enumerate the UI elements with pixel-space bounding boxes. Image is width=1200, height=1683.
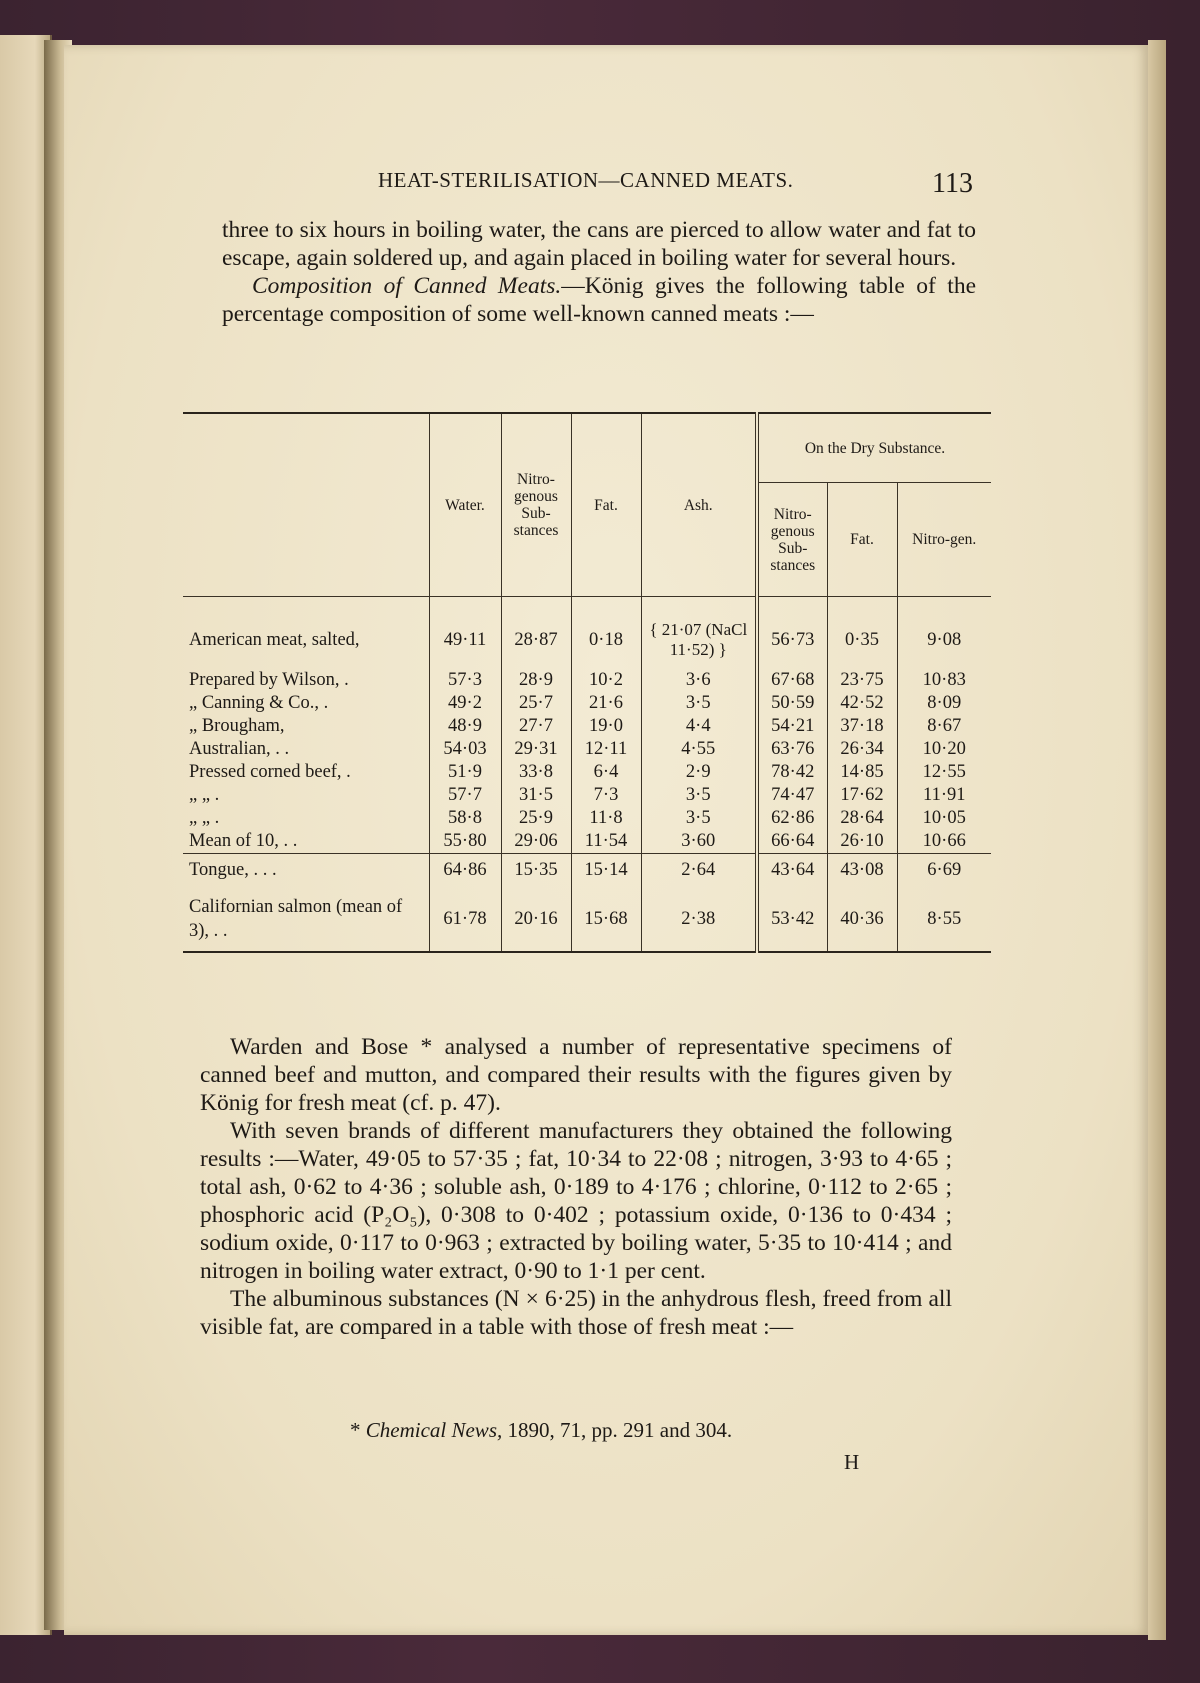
ash-cell: 3·6 (641, 669, 757, 692)
nitrogenous-cell: 25·9 (501, 807, 571, 830)
section-heading: Composition of Canned Meats. (252, 273, 562, 299)
intro-text (222, 216, 976, 328)
results-paragraph: With seven brands of different manufacturers they obtained the following results :—Water, 49·05 to 57·35 ; fat, 10·34 to 22·08 ; nitrogen, 3·93 to 4·65 ; total ash, 0·62 to 4·36 ; soluble ash, 0·189 to 4·176 ; chlorine, 0·112 to 2·65 ; phosphoric acid (P₂O₅), 0·308 to 0·402 ; potassium oxide, 0·136 to 0·434 ; sodium oxide, 0·117 to 0·963 ; extracted by boiling water, 5·35 to 10·414 ; and nitrogen in boiling water extract, 0·90 to 1·1 per cent. (200, 1118, 952, 1284)
nitrogenous-cell: 33·8 (501, 761, 571, 784)
dry-nitrogenous-cell: 43·64 (757, 854, 827, 888)
page-edges (1148, 40, 1166, 1640)
water-cell: 54·03 (429, 738, 501, 761)
fat-cell: 11·8 (571, 807, 641, 830)
row-name: Mean of 10, . . (189, 831, 298, 851)
ash-cell: 4·4 (641, 715, 757, 738)
nitrogenous-cell: 31·5 (501, 784, 571, 807)
section-heading-rest: —König gives the following table of the percentage composition of some well-known canned meats :— (222, 273, 976, 327)
water-cell: 57·7 (429, 784, 501, 807)
composition-paragraph (222, 272, 976, 328)
ash-cell: 2·9 (641, 761, 757, 784)
ash-cell: 3·60 (641, 830, 757, 854)
table-row (183, 669, 991, 692)
footnote-rest: 1890, 71, pp. 291 and 304. (507, 1418, 733, 1442)
row-name: „ „ . (189, 808, 220, 828)
signature-mark: H (844, 1450, 860, 1474)
row-name: Prepared by Wilson, . (189, 670, 349, 690)
dry-nitrogenous-cell: 74·47 (757, 784, 827, 807)
dry-nitrogenous-cell: 56·73 (757, 611, 827, 669)
table-row (183, 854, 991, 888)
dry-fat-cell: 37·18 (827, 715, 897, 738)
ash-header: Ash. (641, 413, 757, 597)
row-name: „ Brougham, (189, 716, 285, 736)
warden-bose-paragraph: Warden and Bose * analysed a number of representative specimens of canned beef and mutton, and compared their results with the figures given by König for fresh meat (cf. p. 47). (200, 1034, 952, 1116)
ash-cell: 3·5 (641, 692, 757, 715)
nitrogenous-cell: 28·87 (501, 611, 571, 669)
water-cell: 57·3 (429, 669, 501, 692)
table-row (183, 611, 991, 669)
composition-table (183, 412, 991, 953)
dry-nitrogen-cell: 10·66 (897, 830, 991, 854)
dry-fat-cell: 17·62 (827, 784, 897, 807)
table-row (183, 738, 991, 761)
dry-nitrogenous-cell: 67·68 (757, 669, 827, 692)
water-cell: 51·9 (429, 761, 501, 784)
nitrogenous-cell: 29·31 (501, 738, 571, 761)
composition-table-wrap (183, 412, 991, 1008)
ash-cell: 4·55 (641, 738, 757, 761)
dry-nitrogen-header: Nitro-gen. (897, 483, 991, 597)
fat-cell: 7·3 (571, 784, 641, 807)
dry-nitrogen-cell: 10·83 (897, 669, 991, 692)
nitrogenous-cell: 15·35 (501, 854, 571, 888)
row-name: „ „ . (189, 785, 220, 805)
dry-nitrogen-cell: 8·67 (897, 715, 991, 738)
fat-cell: 15·14 (571, 854, 641, 888)
dry-fat-cell: 26·10 (827, 830, 897, 854)
fat-cell: 0·18 (571, 611, 641, 669)
row-name: Australian, . . (189, 739, 290, 759)
dry-nitrogen-cell: 11·91 (897, 784, 991, 807)
continuation-paragraph: three to six hours in boiling water, the cans are pierced to allow water and fat to escape, again soldered up, and again placed in boiling water for several hours. (222, 217, 976, 271)
dry-fat-header: Fat. (827, 483, 897, 597)
body-text (200, 1033, 952, 1341)
footnote (350, 1418, 732, 1443)
page-number: 113 (932, 168, 973, 199)
table-row (183, 761, 991, 784)
dry-fat-cell: 26·34 (827, 738, 897, 761)
dry-nitrogen-cell: 10·20 (897, 738, 991, 761)
name-header (183, 413, 429, 597)
water-cell: 55·80 (429, 830, 501, 854)
dry-nitrogenous-cell: 53·42 (757, 888, 827, 952)
dry-nitrogen-cell: 6·69 (897, 854, 991, 888)
footnote-mark: * (350, 1418, 361, 1442)
fat-cell: 19·0 (571, 715, 641, 738)
table-row (183, 807, 991, 830)
water-cell: 49·2 (429, 692, 501, 715)
nitrogenous-cell: 28·9 (501, 669, 571, 692)
nitrogenous-header: Nitro-genous Sub-stances (501, 413, 571, 597)
fat-cell: 12·11 (571, 738, 641, 761)
water-cell: 49·11 (429, 611, 501, 669)
fat-cell: 15·68 (571, 888, 641, 952)
dry-fat-cell: 28·64 (827, 807, 897, 830)
row-name: Pressed corned beef, . (189, 762, 351, 782)
dry-substance-header: On the Dry Substance. (757, 413, 991, 483)
dry-nitrogenous-cell: 66·64 (757, 830, 827, 854)
nitrogenous-cell: 27·7 (501, 715, 571, 738)
table-row (183, 715, 991, 738)
dry-fat-cell: 43·08 (827, 854, 897, 888)
dry-fat-cell: 40·36 (827, 888, 897, 952)
nitrogenous-cell: 25·7 (501, 692, 571, 715)
dry-nitrogenous-cell: 78·42 (757, 761, 827, 784)
dry-fat-cell: 23·75 (827, 669, 897, 692)
table-row (183, 830, 991, 854)
dry-nitrogenous-cell: 63·76 (757, 738, 827, 761)
dry-nitrogenous-cell: 62·86 (757, 807, 827, 830)
ash-cell: 2·38 (641, 888, 757, 952)
fat-header: Fat. (571, 413, 641, 597)
dry-nitrogenous-header: Nitro-genous Sub-stances (757, 483, 827, 597)
water-cell: 64·86 (429, 854, 501, 888)
row-name: American meat, salted, (189, 629, 360, 650)
dry-nitrogenous-cell: 50·59 (757, 692, 827, 715)
nitrogenous-cell: 20·16 (501, 888, 571, 952)
water-cell: 48·9 (429, 715, 501, 738)
dry-nitrogen-cell: 9·08 (897, 611, 991, 669)
table-row (183, 692, 991, 715)
row-name: Californian salmon (mean of 3), . . (189, 897, 403, 941)
running-head: HEAT-STERILISATION—CANNED MEATS. (378, 168, 794, 192)
dry-nitrogen-cell: 8·09 (897, 692, 991, 715)
dry-nitrogen-cell: 12·55 (897, 761, 991, 784)
nitrogenous-cell: 29·06 (501, 830, 571, 854)
dry-nitrogen-cell: 10·05 (897, 807, 991, 830)
row-name: „ Canning & Co., . (189, 693, 329, 713)
dry-fat-cell: 42·52 (827, 692, 897, 715)
dry-nitrogen-cell: 8·55 (897, 888, 991, 952)
fat-cell: 11·54 (571, 830, 641, 854)
row-name: Tongue, . . . (183, 854, 429, 888)
ash-cell: 2·64 (641, 854, 757, 888)
fat-cell: 21·6 (571, 692, 641, 715)
water-cell: 58·8 (429, 807, 501, 830)
table-row (183, 888, 991, 952)
water-cell: 61·78 (429, 888, 501, 952)
dry-fat-cell: 14·85 (827, 761, 897, 784)
ash-cell: { 21·07 (NaCl 11·52) } (641, 611, 757, 669)
dry-fat-cell: 0·35 (827, 611, 897, 669)
fat-cell: 10·2 (571, 669, 641, 692)
ash-cell: 3·5 (641, 784, 757, 807)
ash-cell: 3·5 (641, 807, 757, 830)
fat-cell: 6·4 (571, 761, 641, 784)
albuminous-paragraph: The albuminous substances (N × 6·25) in the anhydrous flesh, freed from all visible fat, are compared in a table with those of fresh meat :— (200, 1286, 952, 1340)
dry-nitrogenous-cell: 54·21 (757, 715, 827, 738)
footnote-source: Chemical News, (365, 1418, 503, 1442)
table-row (183, 784, 991, 807)
water-header: Water. (429, 413, 501, 597)
